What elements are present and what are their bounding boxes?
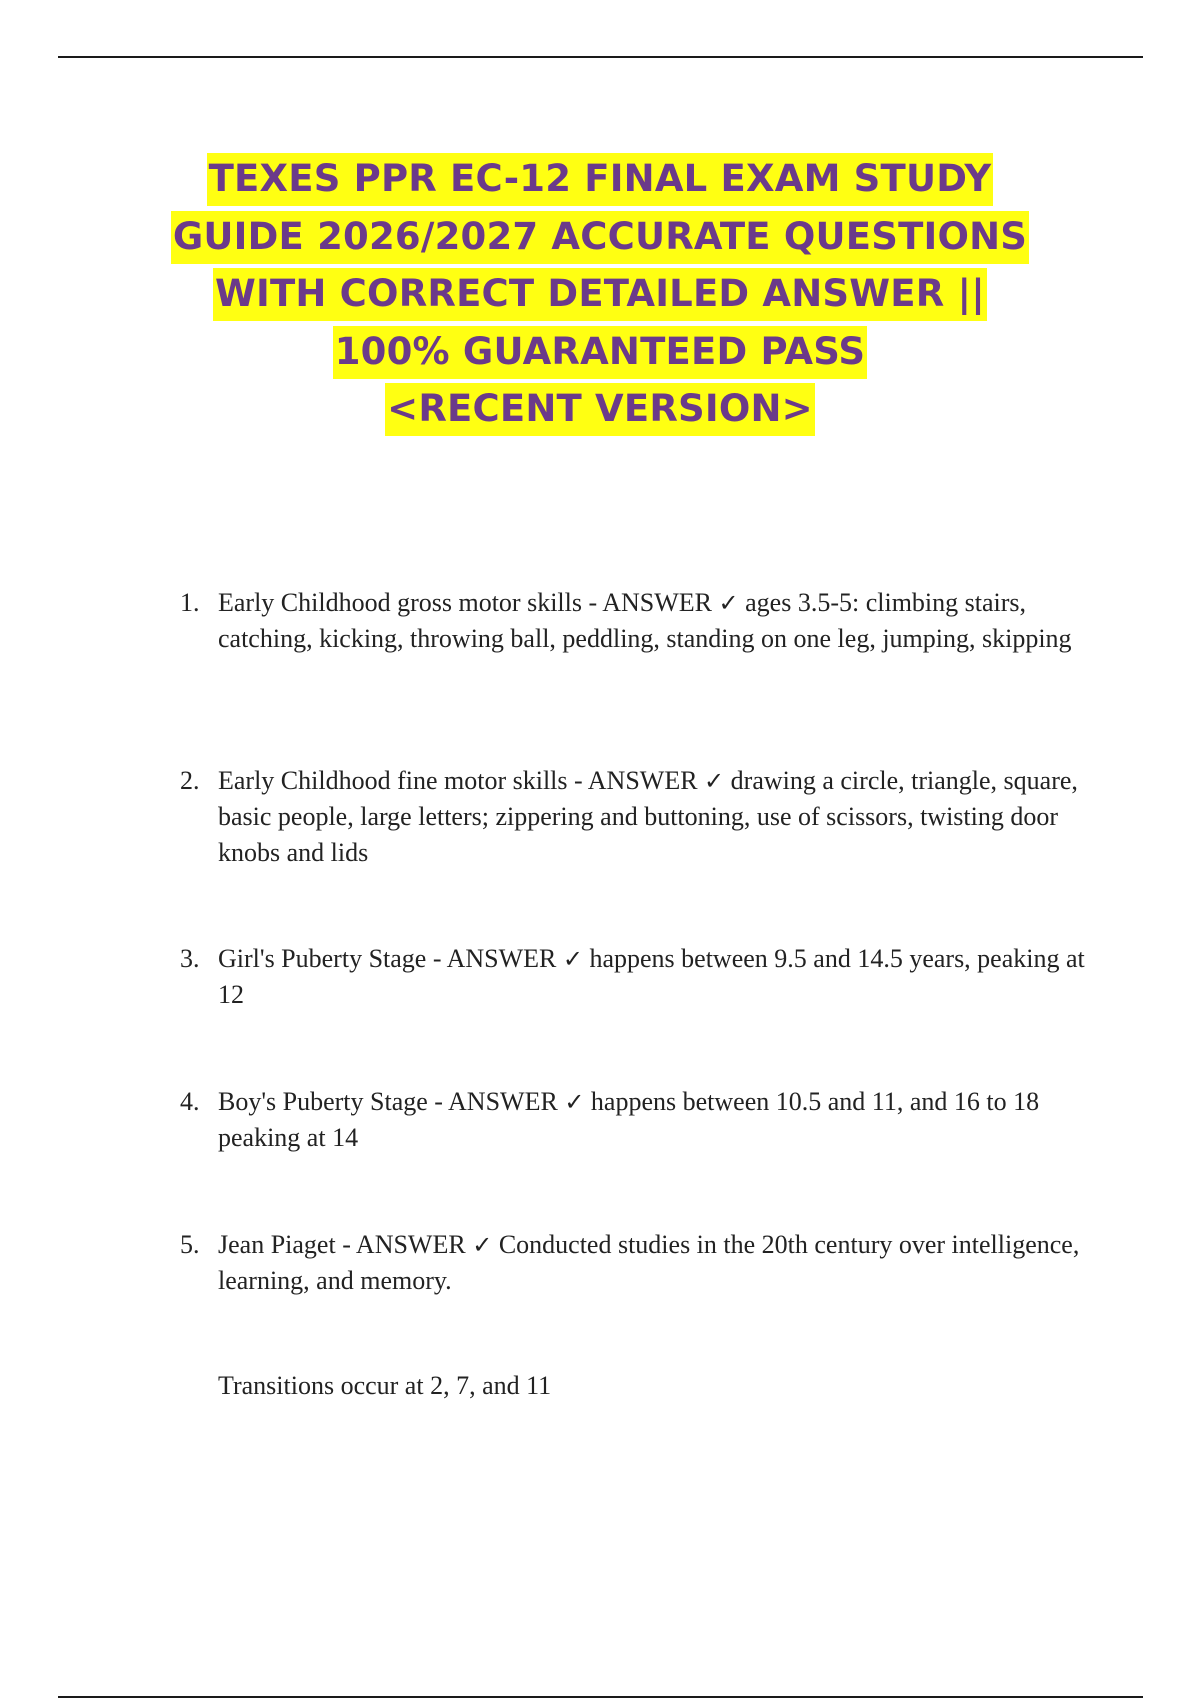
item-5-note: Transitions occur at 2, 7, and 11: [218, 1371, 552, 1400]
item-number: 5.: [180, 1230, 200, 1259]
question-term: Early Childhood fine motor skills: [218, 766, 568, 795]
answer-marker: ANSWER: [602, 588, 713, 617]
item-content: Boy's Puberty Stage - ANSWER ✓ happens between 10.5 and 11, and 16 to 18 peaking at 14: [218, 1087, 1040, 1152]
answer-text: ages 3.5-5: climbing stairs, catching, kicking, throwing ball, peddling, standing on one leg, jumping, skipping: [218, 588, 1072, 653]
item-content: Jean Piaget - ANSWER ✓ Conducted studies in the 20th century over intelligence, learning, and memory.: [218, 1230, 1080, 1295]
answer-text: happens between 10.5 and 11, and 16 to 18 peaking at 14: [218, 1087, 1040, 1152]
checkmark-icon: ✓: [704, 767, 725, 795]
checkmark-icon: ✓: [472, 1231, 493, 1259]
checkmark-icon: ✓: [564, 1088, 585, 1116]
question-term: Jean Piaget: [218, 1230, 336, 1259]
answer-marker: ANSWER: [446, 944, 557, 973]
question-term: Boy's Puberty Stage: [218, 1087, 428, 1116]
answer-marker: ANSWER: [355, 1230, 466, 1259]
answer-marker: ANSWER: [448, 1087, 558, 1116]
top-rule: [58, 56, 1143, 58]
document-title: [120, 150, 1080, 438]
title-line-4: 100% GUARANTEED PASS: [333, 326, 868, 379]
question-term: Early Childhood gross motor skills: [218, 588, 582, 617]
item-content: Early Childhood fine motor skills - ANSWER ✓ drawing a circle, triangle, square, basic people, large letters; zippering and buttoning, use of scissors, twisting door knobs and lids: [218, 766, 1078, 867]
item-content: Early Childhood gross motor skills - ANSWER ✓ ages 3.5-5: climbing stairs, catching, kicking, throwing ball, peddling, standing on one leg, jumping, skipping: [218, 588, 1072, 653]
answer-marker: ANSWER: [587, 766, 698, 795]
item-number: 3.: [180, 944, 200, 973]
title-line-1: TEXES PPR EC-12 FINAL EXAM STUDY: [207, 153, 994, 206]
answer-text: happens between 9.5 and 14.5 years, peaking at 12: [218, 944, 1085, 1009]
question-term: Girl's Puberty Stage: [218, 944, 427, 973]
item-number: 2.: [180, 766, 200, 795]
checkmark-icon: ✓: [718, 589, 739, 617]
answer-text: Conducted studies in the 20th century over intelligence, learning, and memory.: [218, 1230, 1080, 1295]
item-number: 1.: [180, 588, 200, 617]
bottom-rule: [58, 1696, 1143, 1698]
item-content: Girl's Puberty Stage - ANSWER ✓ happens between 9.5 and 14.5 years, peaking at 12: [218, 944, 1085, 1009]
title-line-5: <RECENT VERSION>: [385, 383, 815, 436]
checkmark-icon: ✓: [562, 945, 583, 973]
answer-text: drawing a circle, triangle, square, basic people, large letters; zippering and buttoning, use of scissors, twisting door knobs and lids: [218, 766, 1078, 867]
title-line-2: GUIDE 2026/2027 ACCURATE QUESTIONS: [171, 211, 1029, 264]
item-number: 4.: [180, 1087, 200, 1116]
title-line-3: WITH CORRECT DETAILED ANSWER ||: [213, 268, 987, 321]
